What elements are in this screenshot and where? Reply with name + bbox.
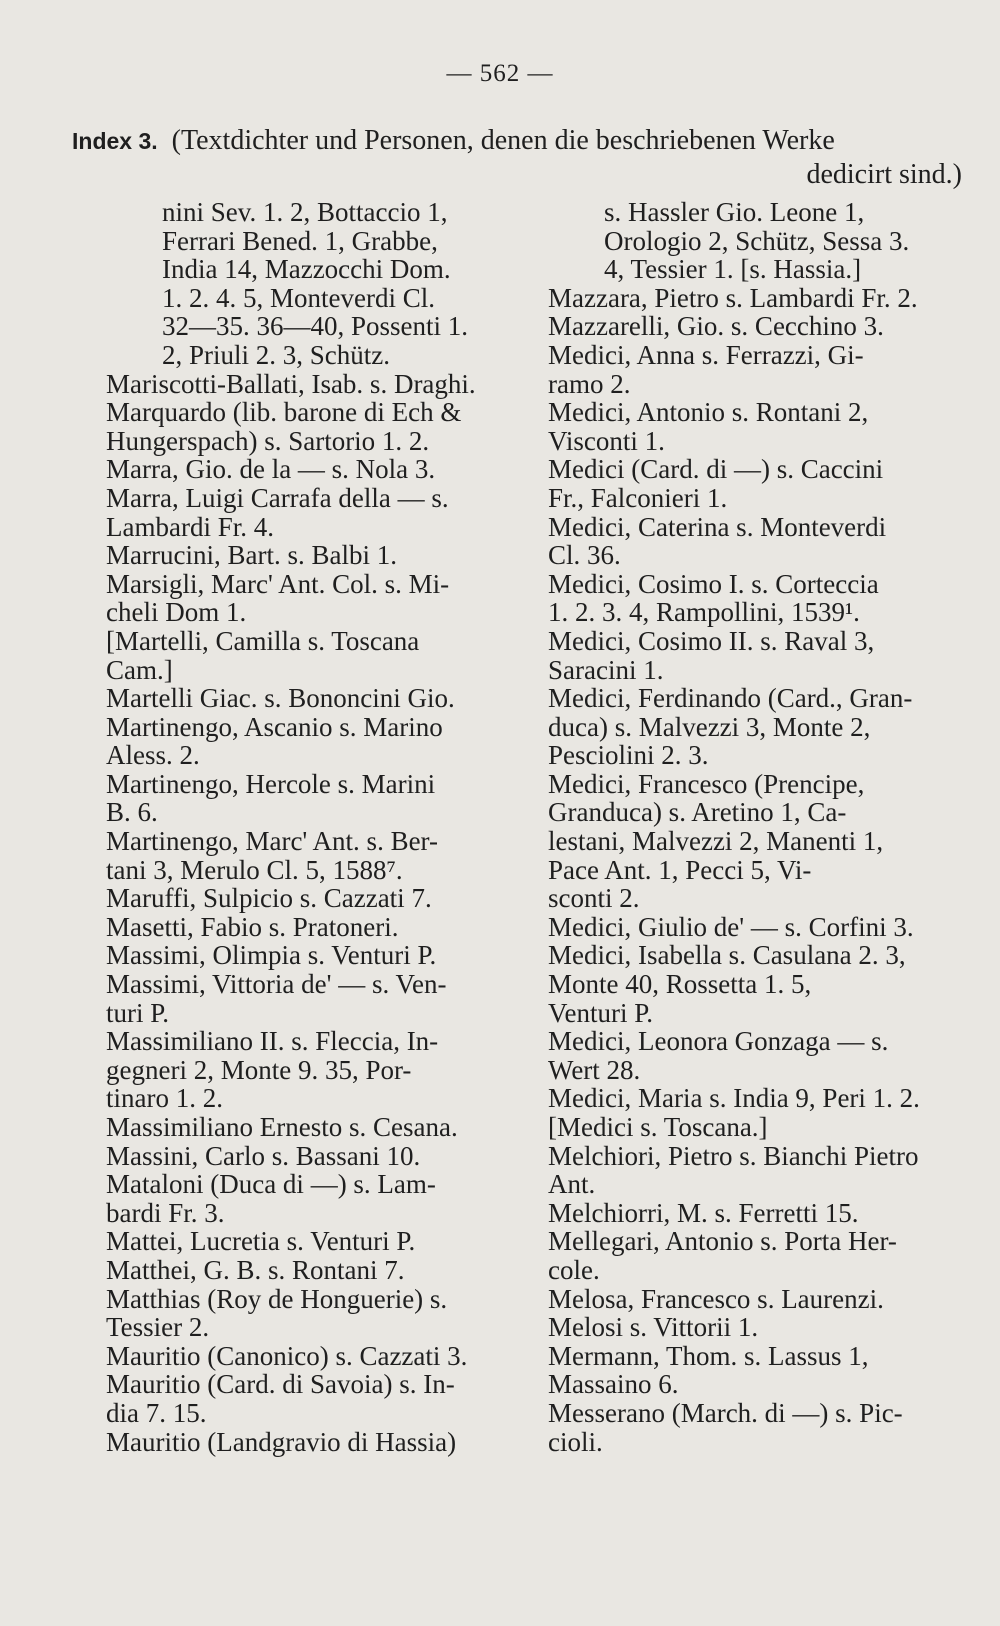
index-label: Index 3. — [72, 128, 158, 154]
index-entry-line: Medici, Antonio s. Rontani 2, — [548, 397, 869, 428]
index-entry-line: Cl. 36. — [548, 540, 621, 571]
index-entry-line: tinaro 1. 2. — [106, 1083, 223, 1114]
index-entry-line: cheli Dom 1. — [106, 597, 247, 628]
index-entry-line: Marra, Gio. de la — s. Nola 3. — [106, 454, 436, 485]
index-entry-line: Pace Ant. 1, Pecci 5, Vi- — [548, 854, 812, 885]
index-entry — [106, 1256, 516, 1285]
index-entry — [548, 941, 958, 1027]
index-entry-line: Mariscotti-Ballati, Isab. s. Draghi. — [106, 368, 476, 399]
index-entry-line: 1. 2. 4. 5, Monteverdi Cl. — [162, 282, 435, 313]
index-entry-line: Visconti 1. — [548, 425, 665, 456]
index-title-line1: (Textdichter und Personen, denen die beschriebenen Werke — [171, 125, 835, 156]
index-entry — [548, 770, 958, 913]
index-entry-line: Wert 28. — [548, 1054, 641, 1085]
index-entry-line: Medici, Cosimo I. s. Corteccia — [548, 568, 879, 599]
index-entry-line: bardi Fr. 3. — [106, 1197, 225, 1228]
index-entry — [106, 1113, 516, 1142]
index-entry-line: 32—35. 36—40, Possenti 1. — [162, 311, 469, 342]
index-entry — [548, 398, 958, 455]
index-entry-line: B. 6. — [106, 797, 158, 828]
index-entry — [548, 627, 958, 684]
index-entry-line: dia 7. 15. — [106, 1397, 207, 1428]
left-column — [106, 198, 516, 1456]
index-entry-line: Medici, Anna s. Ferrazzi, Gi- — [548, 339, 864, 370]
index-entry-line: Granduca) s. Aretino 1, Ca- — [548, 797, 847, 828]
index-entry-line: Massimiliano II. s. Fleccia, In- — [106, 1026, 439, 1057]
index-entry — [548, 341, 958, 398]
index-entry-line: Mermann, Thom. s. Lassus 1, — [548, 1340, 869, 1371]
index-entry — [548, 284, 958, 313]
index-entry-line: Massimi, Olimpia s. Venturi P. — [106, 940, 437, 971]
index-entry-line: 2, Priuli 2. 3, Schütz. — [162, 339, 390, 370]
index-entry — [106, 770, 516, 827]
index-entry-line: Pesciolini 2. 3. — [548, 740, 709, 771]
index-entry-line: Fr., Falconieri 1. — [548, 482, 728, 513]
index-entry-line: Massaino 6. — [548, 1369, 679, 1400]
index-entry-line: Saracini 1. — [548, 654, 664, 685]
index-entry — [548, 455, 958, 512]
index-entry-line: 1. 2. 3. 4, Rampollini, 1539¹. — [548, 597, 860, 628]
index-entry-line: Matthei, G. B. s. Rontani 7. — [106, 1254, 405, 1285]
index-entry — [548, 1285, 958, 1314]
index-entry-line: Medici, Giulio de' — s. Corfini 3. — [548, 911, 914, 942]
index-entry — [106, 884, 516, 913]
index-entry-line: Mazzarelli, Gio. s. Cecchino 3. — [548, 311, 884, 342]
index-entry-line: India 14, Mazzocchi Dom. — [162, 254, 451, 285]
index-entry — [548, 1227, 958, 1284]
index-entry — [106, 1428, 516, 1457]
index-entry-line: Marsigli, Marc' Ant. Col. s. Mi- — [106, 568, 450, 599]
index-entry — [106, 941, 516, 970]
index-entry-line: Ferrari Bened. 1, Grabbe, — [162, 225, 438, 256]
index-entry-line: gegneri 2, Monte 9. 35, Por- — [106, 1054, 412, 1085]
index-entry-line: Aless. 2. — [106, 740, 200, 771]
index-entry — [548, 513, 958, 570]
index-entry-line: Martelli Giac. s. Bononcini Gio. — [106, 683, 455, 714]
index-entry — [548, 1084, 958, 1113]
index-entry-line: lestani, Malvezzi 2, Manenti 1, — [548, 826, 884, 857]
index-entry-line: Medici, Caterina s. Monteverdi — [548, 511, 887, 542]
index-entry-line: Melchiori, Pietro s. Bianchi Pietro — [548, 1140, 919, 1171]
index-entry-line: Medici, Isabella s. Casulana 2. 3, — [548, 940, 906, 971]
index-entry — [106, 713, 516, 770]
index-entry-line: Hungerspach) s. Sartorio 1. 2. — [106, 425, 430, 456]
index-entry-line: [Medici s. Toscana.] — [548, 1112, 768, 1142]
index-entry-line: Melosi s. Vittorii 1. — [548, 1312, 759, 1343]
index-entry — [548, 1142, 958, 1199]
index-entry-line: Mauritio (Canonico) s. Cazzati 3. — [106, 1340, 468, 1371]
index-entry — [548, 312, 958, 341]
index-entry — [548, 1113, 958, 1142]
index-entry-line: Messerano (March. di —) s. Pic- — [548, 1397, 903, 1428]
index-entry-line: Medici, Francesco (Prencipe, — [548, 768, 865, 799]
index-entry — [548, 684, 958, 770]
index-entry-line: Marrucini, Bart. s. Balbi 1. — [106, 540, 397, 571]
index-entry-line: Massini, Carlo s. Bassani 10. — [106, 1140, 421, 1171]
index-entry-line: Martinengo, Marc' Ant. s. Ber- — [106, 826, 439, 857]
index-entry — [548, 1313, 958, 1342]
index-entry-line: s. Hassler Gio. Leone 1, — [604, 197, 865, 227]
index-entry-line: Monte 40, Rossetta 1. 5, — [548, 969, 812, 1000]
index-entry-line: Cam.] — [106, 654, 173, 685]
index-title-line2: dedicirt sind.) — [806, 159, 962, 190]
index-entry-line: Mellegari, Antonio s. Porta Her- — [548, 1226, 897, 1257]
index-entry-line: Massimiliano Ernesto s. Cesana. — [106, 1112, 458, 1142]
index-entry — [106, 484, 516, 541]
index-entry-line: Ant. — [548, 1169, 596, 1200]
index-entry-line: Orologio 2, Schütz, Sessa 3. — [604, 225, 910, 256]
index-entry-line: cioli. — [548, 1426, 603, 1457]
index-entry — [106, 541, 516, 570]
index-entry-line: Venturi P. — [548, 997, 654, 1028]
index-entry-line: Mauritio (Card. di Savoia) s. In- — [106, 1369, 455, 1400]
index-entry-line: duca) s. Malvezzi 3, Monte 2, — [548, 711, 871, 742]
index-entry — [106, 827, 516, 884]
index-entry-line: Medici, Cosimo II. s. Raval 3, — [548, 625, 875, 656]
index-entry-line: Mauritio (Landgravio di Hassia) — [106, 1426, 457, 1457]
index-entry — [106, 627, 516, 684]
index-entry-line: Tessier 2. — [106, 1312, 210, 1343]
index-entry-line: [Martelli, Camilla s. Toscana — [106, 625, 420, 656]
index-entry-line: Maruffi, Sulpicio s. Cazzati 7. — [106, 883, 432, 914]
index-entry — [548, 1399, 958, 1456]
index-entry-line: Mataloni (Duca di —) s. Lam- — [106, 1169, 436, 1200]
index-entry — [106, 1027, 516, 1113]
index-entry-line: Medici, Leonora Gonzaga — s. — [548, 1026, 889, 1057]
index-entry-line: Marquardo (lib. barone di Ech & — [106, 397, 462, 428]
index-header — [72, 124, 962, 192]
page-number: — 562 — — [446, 60, 554, 87]
index-entry — [106, 1227, 516, 1256]
index-entry — [106, 970, 516, 1027]
index-entry-line: Medici (Card. di —) s. Caccini — [548, 454, 884, 485]
index-entry-line: Mattei, Lucretia s. Venturi P. — [106, 1226, 416, 1257]
index-entry-line: ramo 2. — [548, 368, 631, 399]
index-entry — [106, 1170, 516, 1227]
index-entry-line: sconti 2. — [548, 883, 640, 914]
index-entry-line: Medici, Maria s. India 9, Peri 1. 2. — [548, 1083, 920, 1114]
index-entry-line: Marra, Luigi Carrafa della — s. — [106, 482, 449, 513]
index-entry-line: Medici, Ferdinando (Card., Gran- — [548, 683, 913, 714]
index-entry — [106, 455, 516, 484]
index-entry — [106, 570, 516, 627]
index-entry — [106, 370, 516, 399]
index-entry — [548, 1199, 958, 1228]
index-entry — [548, 1027, 958, 1084]
index-entry-line: Melchiorri, M. s. Ferretti 15. — [548, 1197, 859, 1228]
index-entry-line: Martinengo, Hercole s. Marini — [106, 768, 436, 799]
index-entry — [106, 1370, 516, 1427]
index-entry-line: Martinengo, Ascanio s. Marino — [106, 711, 443, 742]
index-entry-line: Matthias (Roy de Honguerie) s. — [106, 1283, 448, 1314]
index-entry-line: Melosa, Francesco s. Laurenzi. — [548, 1283, 884, 1314]
index-entry-line: 4, Tessier 1. [s. Hassia.] — [604, 254, 862, 285]
index-entry — [106, 1285, 516, 1342]
index-entry-line: turi P. — [106, 997, 170, 1028]
index-entry — [548, 1342, 958, 1399]
right-column — [548, 198, 958, 1456]
index-entry-line: tani 3, Merulo Cl. 5, 1588⁷. — [106, 854, 403, 885]
index-entry-continuation — [548, 198, 958, 284]
index-entry-line: Massimi, Vittoria de' — s. Ven- — [106, 969, 447, 1000]
index-entry — [106, 398, 516, 455]
index-entry — [548, 570, 958, 627]
index-entry — [106, 1142, 516, 1171]
index-entry — [106, 684, 516, 713]
index-entry-line: Lambardi Fr. 4. — [106, 511, 274, 542]
index-entry — [106, 913, 516, 942]
index-entry-continuation — [106, 198, 516, 370]
index-entry — [106, 1342, 516, 1371]
index-entry-line: cole. — [548, 1254, 600, 1285]
index-entry — [548, 913, 958, 942]
index-entry-line: Mazzara, Pietro s. Lambardi Fr. 2. — [548, 282, 918, 313]
index-entry-line: Masetti, Fabio s. Pratoneri. — [106, 911, 399, 942]
index-entry-line: nini Sev. 1. 2, Bottaccio 1, — [162, 197, 448, 227]
